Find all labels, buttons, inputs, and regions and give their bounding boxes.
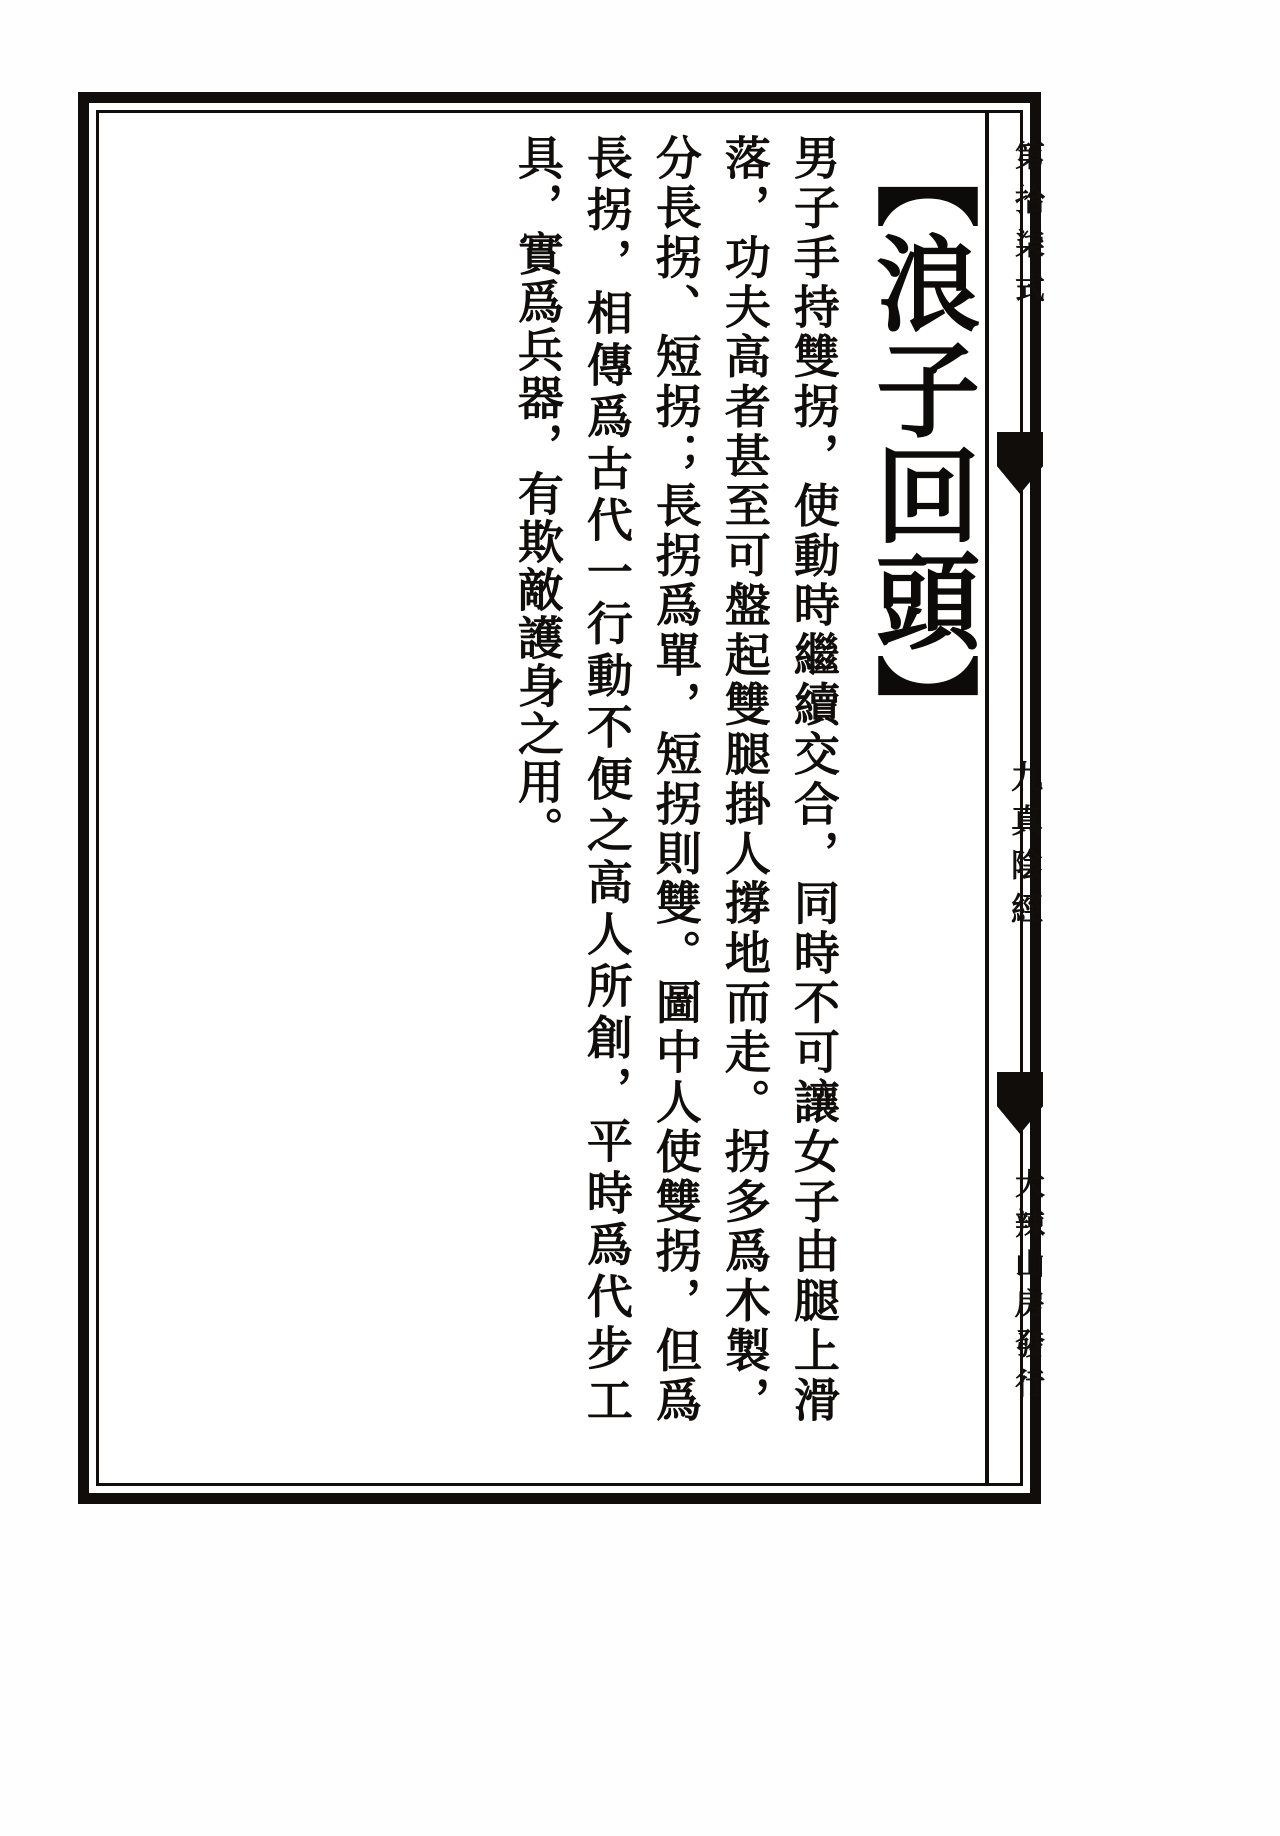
spine-divider-rule bbox=[985, 110, 989, 1486]
body-paragraph: 男子手持雙拐，使動時繼續交合，同時不可讓女子由腿上滑落，功夫高者甚至可盤起雙腿掛人撐地而走。拐多爲木製，分長拐、短拐；長拐爲單，短拐則雙。圖中人使雙拐，但爲長拐，相傳爲古代一行動不便之高人所創，平時爲代步工具，實爲兵器，有欺敵護身之用。 bbox=[510, 134, 841, 1424]
book-title: 九真陰經 bbox=[1006, 760, 1044, 936]
chapter-label: 第拾柒式 bbox=[1009, 140, 1044, 316]
page-title: 【浪子回頭】 bbox=[858, 124, 981, 760]
publisher-imprint: 大辣山房發行 bbox=[1009, 1168, 1044, 1408]
main-text-block bbox=[110, 124, 981, 1472]
